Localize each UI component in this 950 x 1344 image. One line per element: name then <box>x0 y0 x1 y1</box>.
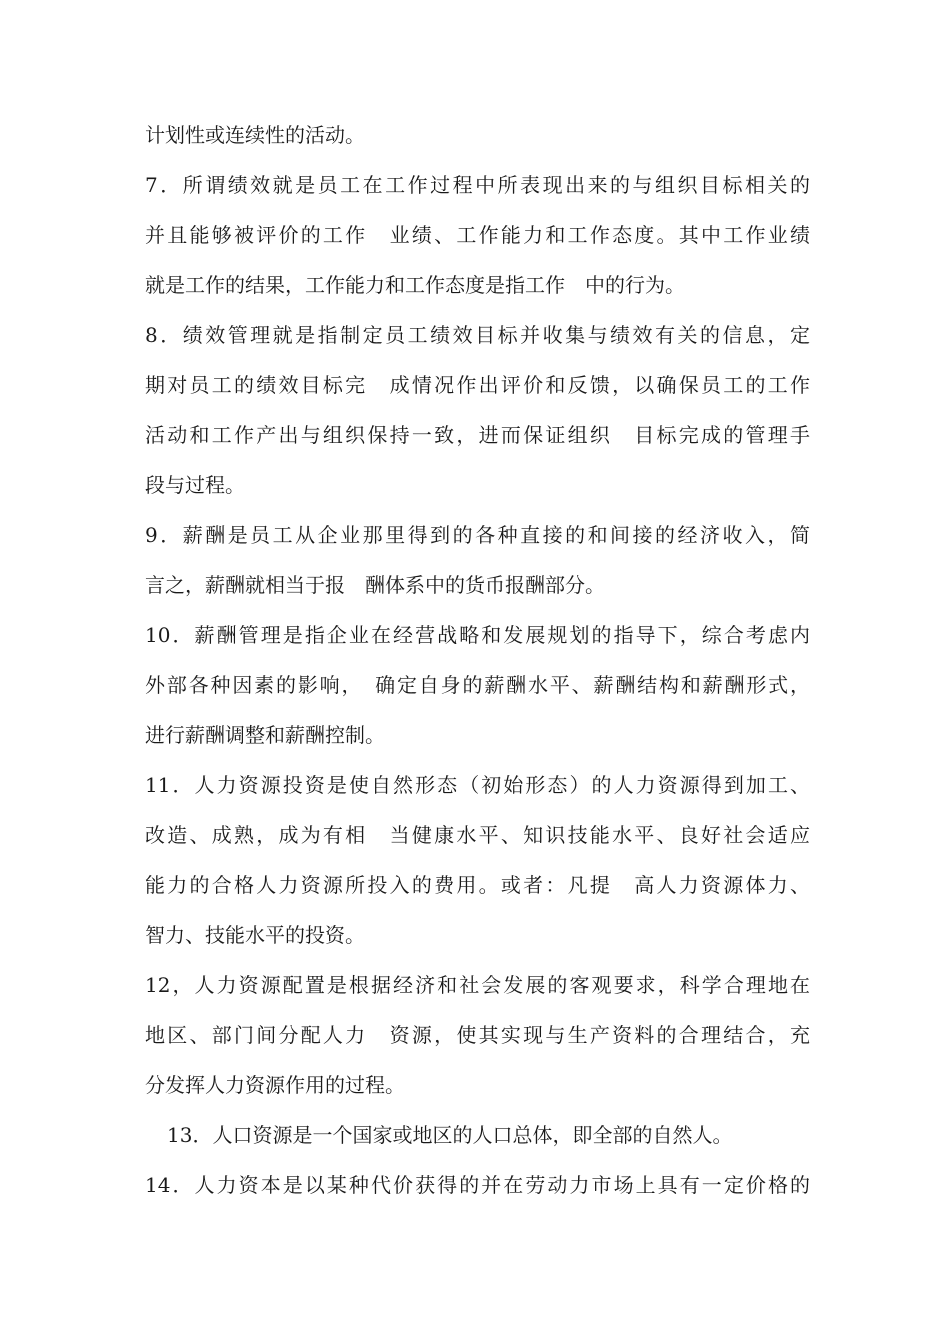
text-line: 9．薪酬是员工从企业那里得到的各种直接的和间接的经济收入，简 <box>145 523 810 547</box>
text-line: 7．所谓绩效就是员工在工作过程中所表现出来的与组织目标相关的 <box>145 173 810 197</box>
text-line: 13．人口资源是一个国家或地区的人口总体，即全部的自然人。 <box>167 1123 733 1147</box>
text-line: 期对员工的绩效目标完 成情况作出评价和反馈，以确保员工的工作 <box>145 373 810 397</box>
text-line: 并且能够被评价的工作 业绩、工作能力和工作态度。其中工作业绩 <box>145 223 810 247</box>
text-line: 地区、部门间分配人力 资源，使其实现与生产资料的合理结合，充 <box>145 1023 810 1047</box>
text-line: 智力、技能水平的投资。 <box>145 923 365 947</box>
text-line: 就是工作的结果，工作能力和工作态度是指工作 中的行为。 <box>145 273 685 297</box>
text-line: 外部各种因素的影响， 确定自身的薪酬水平、薪酬结构和薪酬形式， <box>145 673 810 697</box>
text-line: 改造、成熟，成为有相 当健康水平、知识技能水平、良好社会适应 <box>145 823 810 847</box>
text-line: 分发挥人力资源作用的过程。 <box>145 1073 405 1097</box>
document-body <box>145 110 810 1210</box>
text-line: 12，人力资源配置是根据经济和社会发展的客观要求，科学合理地在 <box>145 973 810 997</box>
text-line: 8．绩效管理就是指制定员工绩效目标并收集与绩效有关的信息，定 <box>145 323 810 347</box>
text-line: 10．薪酬管理是指企业在经营战略和发展规划的指导下，综合考虑内 <box>145 623 810 647</box>
text-line: 段与过程。 <box>145 473 245 497</box>
text-line: 14．人力资本是以某种代价获得的并在劳动力市场上具有一定价格的 <box>145 1173 810 1197</box>
text-line: 能力的合格人力资源所投入的费用。或者：凡提 高人力资源体力、 <box>145 873 810 897</box>
text-line: 活动和工作产出与组织保持一致，进而保证组织 目标完成的管理手 <box>145 423 810 447</box>
text-line: 计划性或连续性的活动。 <box>145 123 365 147</box>
text-line: 言之，薪酬就相当于报 酬体系中的货币报酬部分。 <box>145 573 605 597</box>
text-line: 进行薪酬调整和薪酬控制。 <box>145 723 385 747</box>
text-line: 11．人力资源投资是使自然形态（初始形态）的人力资源得到加工、 <box>145 773 810 797</box>
